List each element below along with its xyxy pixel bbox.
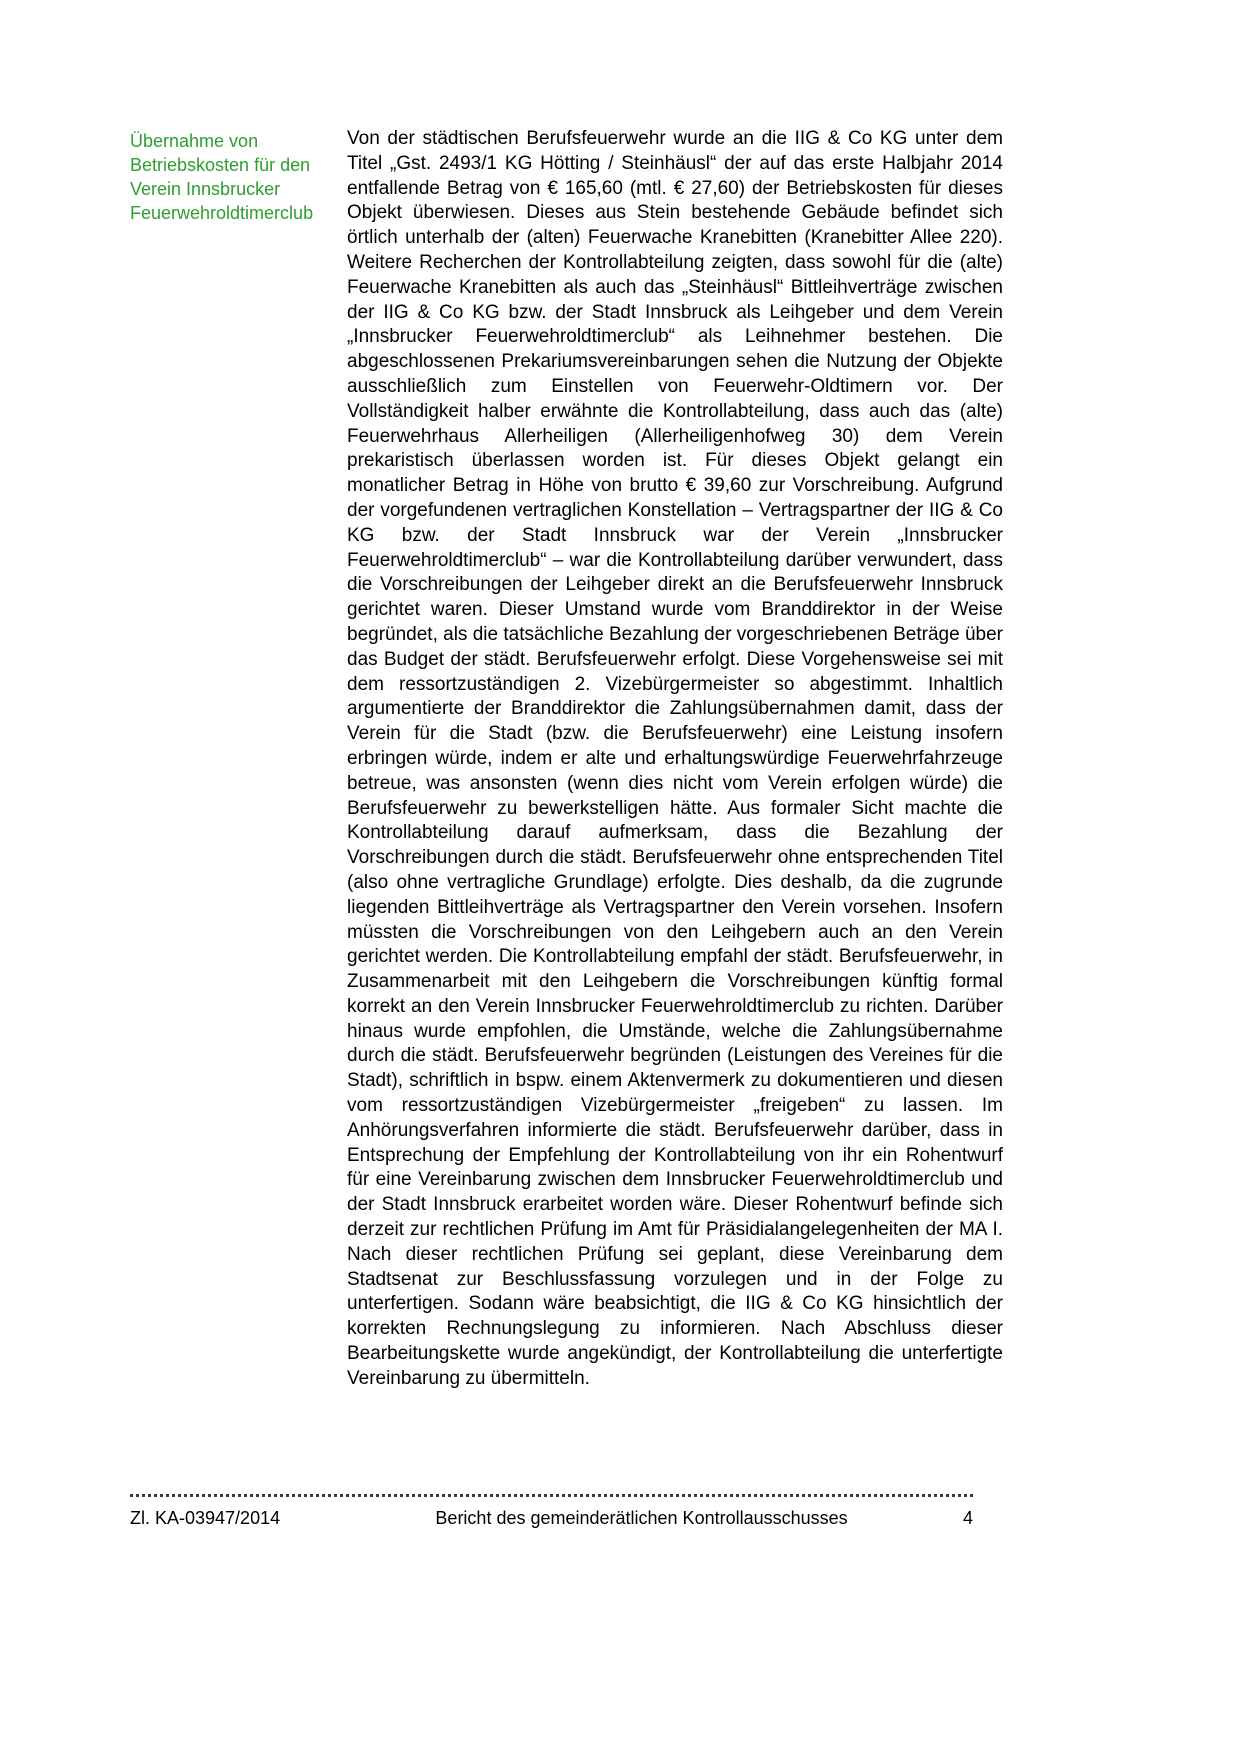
footer-document-title: Bericht des gemeinderätlichen Kontrollausschusses bbox=[435, 1508, 848, 1528]
footer-reference: Zl. KA-03947/2014 bbox=[130, 1508, 281, 1528]
margin-note: Übernahme von Betriebskosten für den Verein Innsbrucker Feuerwehroldtimerclub bbox=[130, 131, 314, 223]
body-paragraph: Von der städtischen Berufsfeuerwehr wurde an die IIG & Co KG unter dem Titel „Gst. 2493/1 KG Hötting / Steinhäusl“ der auf das erste Halbjahr 2014 entfallende Betrag von € 165,60 (mtl. € 27,60) der Betriebskosten für dieses Objekt überwiesen. Dieses aus Stein bestehende Gebäude befindet sich örtlich unterhalb der (alten) Feuerwache Kranebitten (Kranebitter Allee 220). Weitere Recherchen der Kontrollabteilung zeigten, dass sowohl für die (alte) Feuerwache Kranebitten als auch das „Steinhäusl“ Bittleihverträge zwischen der IIG & Co KG bzw. der Stadt Innsbruck als Leihgeber und dem Verein „Innsbrucker Feuerwehroldtimerclub“ als Leihnehmer bestehen. Die abgeschlossenen Prekariumsvereinbarungen sehen die Nutzung der Objekte ausschließlich zum Einstellen von Feuerwehr-Oldtimern vor. Der Vollständigkeit halber erwähnte die Kontrollabteilung, dass auch das (alte) Feuerwehrhaus Allerheiligen (Allerheiligenhofweg 30) dem Verein prekaristisch überlassen worden ist. Für dieses Objekt gelangt ein monatlicher Betrag in Höhe von brutto € 39,60 zur Vorschreibung. Aufgrund der vorgefundenen vertraglichen Konstellation – Vertragspartner der IIG & Co KG bzw. der Stadt Innsbruck war der Verein „Innsbrucker Feuerwehroldtimerclub“ – war die Kontrollabteilung darüber verwundert, dass die Vorschreibungen der Leihgeber direkt an die Berufsfeuerwehr Innsbruck gerichtet waren. Dieser Umstand wurde vom Branddirektor in der Weise begründet, als die tatsächliche Bezahlung der vorgeschriebenen Beträge über das Budget der städt. Berufsfeuerwehr erfolgt. Diese Vorgehensweise sei mit dem ressortzuständigen 2. Vizebürgermeister so abgestimmt. Inhaltlich argumentierte der Branddirektor die Zahlungsübernahmen damit, dass der Verein für die Stadt (bzw. die Berufsfeuerwehr) eine Leistung insofern erbringen würde, indem er alte und erhaltungswürdige Feuerwehrfahrzeuge betreue, was ansonsten (wenn dies nicht vom Verein erfolgen würde) die Berufsfeuerwehr zu bewerkstelligen hätte. Aus formaler Sicht machte die Kontrollabteilung darauf aufmerksam, dass die Bezahlung der Vorschreibungen durch die städt. Berufsfeuerwehr ohne entsprechenden Titel (also ohne vertragliche Grundlage) erfolgte. Dies deshalb, da die zugrunde liegenden Bittleihverträge als Vertragspartner den Verein vorsehen. Insofern müssten die Vorschreibungen von den Leihgebern auch an den Verein gerichtet werden. Die Kontrollabteilung empfahl der städt. Berufsfeuerwehr, in Zusammenarbeit mit den Leihgebern die Vorschreibungen künftig formal korrekt an den Verein Innsbrucker Feuerwehroldtimerclub zu richten. Darüber hinaus wurde empfohlen, die Umstände, welche die Zahlungsübernahme durch die städt. Berufsfeuerwehr begründen (Leistungen des Vereines für die Stadt), schriftlich in bspw. einem Aktenvermerk zu dokumentieren und diesen vom ressortzuständigen Vizebürgermeister „freigeben“ zu lassen. Im Anhörungsverfahren informierte die städt. Berufsfeuerwehr darüber, dass in Entsprechung der Empfehlung der Kontrollabteilung von ihr ein Rohentwurf für eine Vereinbarung zwischen dem Innsbrucker Feuerwehroldtimerclub und der Stadt Innsbruck erarbeitet worden wäre. Dieser Rohentwurf befinde sich derzeit zur rechtlichen Prüfung im Amt für Präsidialangelegenheiten der MA I. Nach dieser rechtlichen Prüfung sei geplant, diese Vereinbarung dem Stadtsenat zur Beschlussfassung vorzulegen und in der Folge zu unterfertigen. Sodann wäre beabsichtigt, die IIG & Co KG hinsichtlich der korrekten Rechnungslegung zu informieren. Nach Abschluss dieser Bearbeitungskette wurde angekündigt, der Kontrollabteilung die unterfertigte Vereinbarung zu übermitteln. bbox=[347, 128, 1003, 1389]
footer bbox=[130, 1507, 973, 1529]
footer-page-number: 4 bbox=[962, 1508, 973, 1528]
footer-divider bbox=[130, 1494, 973, 1497]
